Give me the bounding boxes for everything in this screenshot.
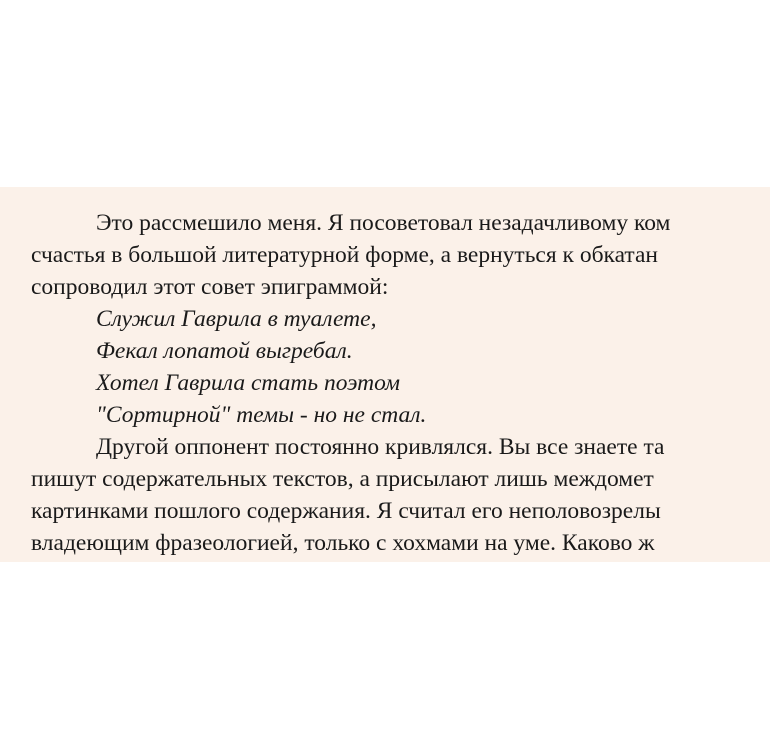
poem-line: "Сортирной" темы - но не стал. <box>96 402 427 428</box>
paragraph-line: Другой оппонент постоянно кривлялся. Вы все знаете та <box>96 434 665 460</box>
text-lines <box>31 207 770 559</box>
paragraph-line: сопроводил этот совет эпиграммой: <box>31 274 389 300</box>
paragraph-line: пишут содержательных текстов, а присылают лишь междомет <box>31 466 654 492</box>
text-excerpt <box>0 187 770 562</box>
paragraph-line: картинками пошлого содержания. Я считал его неполовозрелы <box>31 498 661 524</box>
poem-line: Хотел Гаврила стать поэтом <box>96 370 401 396</box>
poem-line: Фекал лопатой выгребал. <box>96 338 353 364</box>
paragraph-line: Это рассмешило меня. Я посоветовал незадачливому ком <box>96 210 671 236</box>
paragraph-line: владеющим фразеологией, только с хохмами на уме. Каково ж <box>31 530 655 556</box>
poem-line: Служил Гаврила в туалете, <box>96 306 377 332</box>
paragraph-line: счастья в большой литературной форме, а вернуться к обкатан <box>31 242 658 268</box>
